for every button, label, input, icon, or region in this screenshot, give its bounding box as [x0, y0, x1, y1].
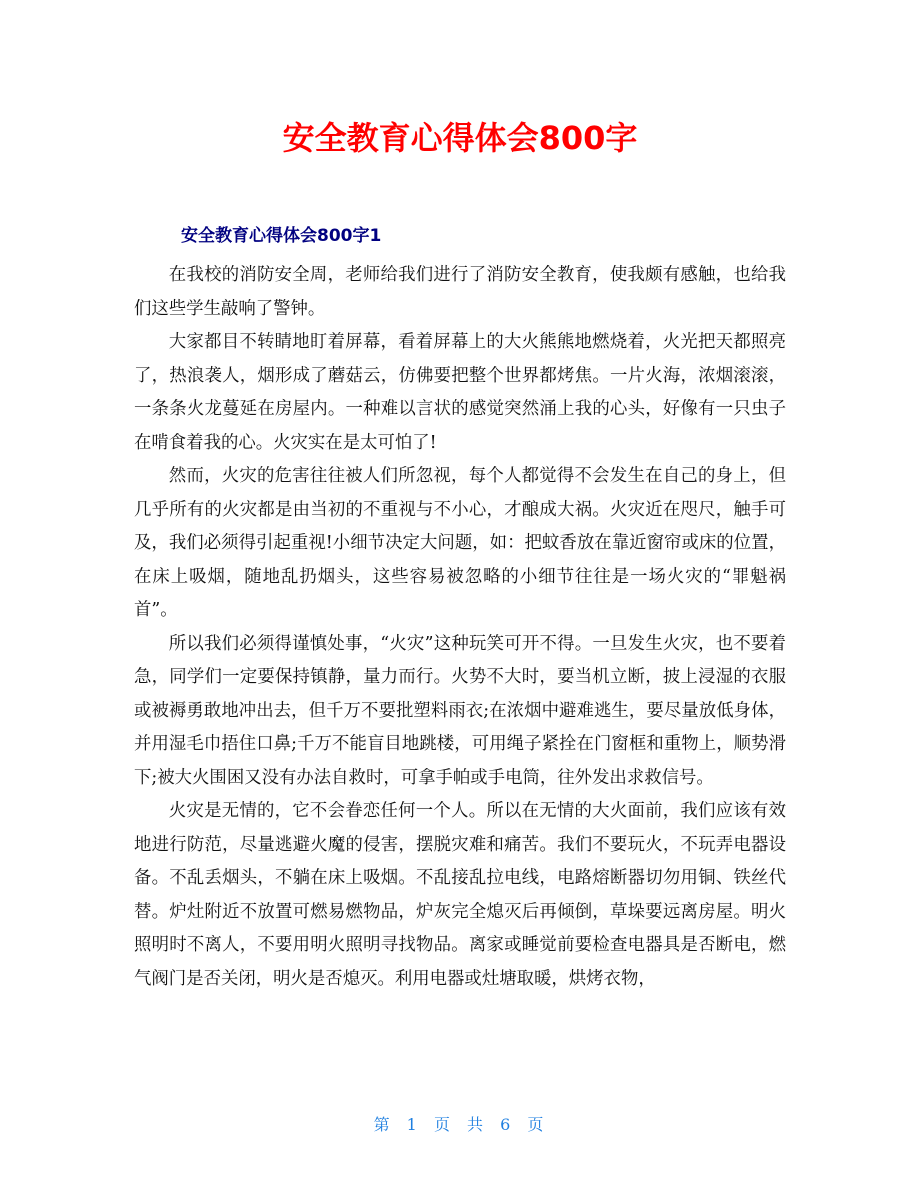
document-body	[134, 259, 786, 996]
paragraph: 大家都目不转睛地盯着屏幕，看着屏幕上的大火熊熊地燃烧着，火光把天都照亮了，热浪袭人，烟形成了蘑菇云，仿佛要把整个世界都烤焦。一片火海，浓烟滚滚，一条条火龙蔓延在房屋内。一种难以言状的感觉突然涌上我的心头，好像有一只虫子在啃食着我的心。火灾实在是太可怕了!	[134, 332, 786, 453]
document-title: 安全教育心得体会800字	[282, 119, 638, 157]
page-number-indicator: 第 1 页 共 6 页	[373, 1115, 547, 1134]
paragraph: 然而，火灾的危害往往被人们所忽视，每个人都觉得不会发生在自己的身上，但几乎所有的火灾都是由当初的不重视与不小心，才酿成大祸。火灾近在咫尺，触手可及，我们必须得引起重视!小细节决定大问题，如：把蚊香放在靠近窗帘或床的位置，在床上吸烟，随地乱扔烟头，这些容易被忽略的小细节往往是一场火灾的“罪魁祸首”。	[134, 466, 786, 620]
paragraph: 在我校的消防安全周，老师给我们进行了消防安全教育，使我颇有感触，也给我们这些学生敲响了警钟。	[134, 265, 786, 319]
section-heading: 安全教育心得体会800字1	[181, 226, 382, 246]
paragraph: 所以我们必须得谨慎处事，“火灾”这种玩笑可开不得。一旦发生火灾，也不要着急，同学们一定要保持镇静，量力而行。火势不大时，要当机立断，披上浸湿的衣服或被褥勇敢地冲出去，但千万不要批塑料雨衣;在浓烟中避难逃生，要尽量放低身体，并用湿毛巾捂住口鼻;千万不能盲目地跳楼，可用绳子紧拴在门窗框和重物上，顺势滑下;被大火围困又没有办法自救时，可拿手帕或手电筒，往外发出求救信号。	[134, 633, 786, 788]
paragraph: 火灾是无情的，它不会眷恋任何一个人。所以在无情的大火面前，我们应该有效地进行防范，尽量逃避火魔的侵害，摆脱灾难和痛苦。我们不要玩火，不玩弄电器设备。不乱丢烟头，不躺在床上吸烟。不乱接乱拉电线，电路熔断器切勿用铜、铁丝代替。炉灶附近不放置可燃易燃物品，炉灰完全熄灭后再倾倒，草垛要远离房屋。明火照明时不离人，不要用明火照明寻找物品。离家或睡觉前要检查电器具是否断电，燃气阀门是否关闭，明火是否熄灭。利用电器或灶塘取暖，烘烤衣物，	[134, 801, 786, 989]
